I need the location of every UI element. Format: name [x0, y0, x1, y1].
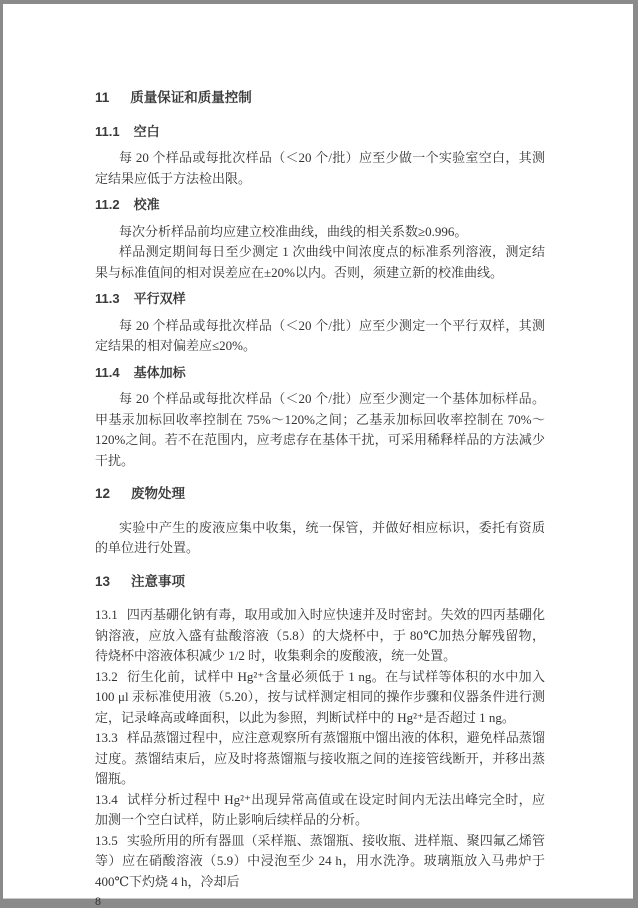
- note-text: 衍生化前，试样中 Hg²⁺含量必须低于 1 ng。在与试样等体积的水中加入 100 μl 汞标准使用液（5.20），按与试样测定相同的操作步骤和仪器条件进行测定，记录峰高或峰面积，以此为参照，判断试样中的 Hg²⁺是否超过 1 ng。: [95, 668, 545, 725]
- paragraph: 实验中产生的废液应集中收集，统一保管，并做好相应标识，委托有资质的单位进行处置。: [95, 519, 545, 555]
- note-number: 13.5: [95, 832, 118, 848]
- paragraph: 每 20 个样品或每批次样品（＜20 个/批）应至少测定一个平行双样，其测定结果的相对偏差应≤20%。: [95, 317, 545, 353]
- heading-title: 平行双样: [133, 291, 186, 306]
- note-item: [95, 790, 545, 831]
- document-page: [3, 4, 633, 908]
- note-number: 13.4: [95, 791, 118, 807]
- heading-number: 11.3: [95, 291, 120, 306]
- heading-title: 空白: [133, 123, 160, 139]
- note-number: 13.1: [95, 607, 118, 622]
- heading-number: 13: [95, 573, 111, 589]
- heading-11-2: [95, 195, 545, 216]
- paragraph: 样品测定期间每日至少测定 1 次曲线中间浓度点的标准系列溶液，测定结果与标准值间的相对误差应在±20%以内。否则，须建立新的校准曲线。: [95, 244, 545, 280]
- heading-title: 校准: [133, 197, 160, 212]
- note-item: [95, 831, 545, 893]
- heading-11: [95, 88, 545, 109]
- note-text: 试样分析过程中 Hg²⁺出现异常高值或在设定时间内无法出峰完全时，应加测一个空白试样，防止影响后续样品的分析。: [95, 791, 545, 827]
- heading-number: 11.1: [95, 123, 120, 139]
- heading-number: 11.4: [95, 364, 120, 380]
- note-text: 四丙基硼化钠有毒，取用或加入时应快速并及时密封。失效的四丙基硼化钠溶液，应放入盛有盐酸溶液（5.8）的大烧杯中，于 80℃加热分解残留物，待烧杯中溶液体积减少 1/2 时，收集剩余的废酸液，统一处置。: [95, 607, 545, 663]
- paragraph: 每次分析样品前均应建立校准曲线，曲线的相关系数≥0.996。: [119, 223, 468, 239]
- heading-number: 11.2: [95, 197, 120, 212]
- heading-13: [95, 572, 545, 593]
- heading-12: [95, 484, 545, 505]
- paragraph: 每 20 个样品或每批次样品（＜20 个/批）应至少做一个实验室空白，其测定结果应低于方法检出限。: [95, 150, 545, 186]
- note-text: 实验所用的所有器皿（采样瓶、蒸馏瓶、接收瓶、进样瓶、聚四氟乙烯管等）应在硝酸溶液（5.9）中浸泡至少 24 h，用水洗净。玻璃瓶放入马弗炉于 400℃下灼烧 4 h，冷却后: [95, 832, 545, 889]
- heading-11-1: [95, 122, 545, 143]
- page-content: [3, 4, 633, 908]
- heading-11-3: [95, 289, 545, 310]
- note-item: [95, 667, 545, 729]
- heading-title: 注意事项: [131, 573, 186, 589]
- heading-11-4: [95, 363, 545, 384]
- note-item: [95, 605, 545, 667]
- note-item: [95, 728, 545, 790]
- note-number: 13.3: [95, 730, 118, 745]
- heading-title: 质量保证和质量控制: [130, 90, 252, 105]
- heading-number: 11: [95, 90, 110, 105]
- note-number: 13.2: [95, 668, 118, 684]
- paragraph: 每 20 个样品或每批次样品（＜20 个/批）应至少测定一个基体加标样品。甲基汞加标回收率控制在 75%～120%之间；乙基汞加标回收率控制在 70%～120%之间。若不在范围内，应考虑存在基体干扰，可采用稀释样品的方法减少干扰。: [95, 391, 545, 468]
- page-number: 8: [95, 894, 101, 908]
- note-text: 样品蒸馏过程中，应注意观察所有蒸馏瓶中馏出液的体积，避免样品蒸馏过度。蒸馏结束后，应及时将蒸馏瓶与接收瓶之间的连接管线断开，并移出蒸馏瓶。: [95, 730, 545, 786]
- heading-title: 废物处理: [131, 486, 186, 501]
- heading-title: 基体加标: [133, 364, 186, 380]
- heading-number: 12: [95, 486, 111, 501]
